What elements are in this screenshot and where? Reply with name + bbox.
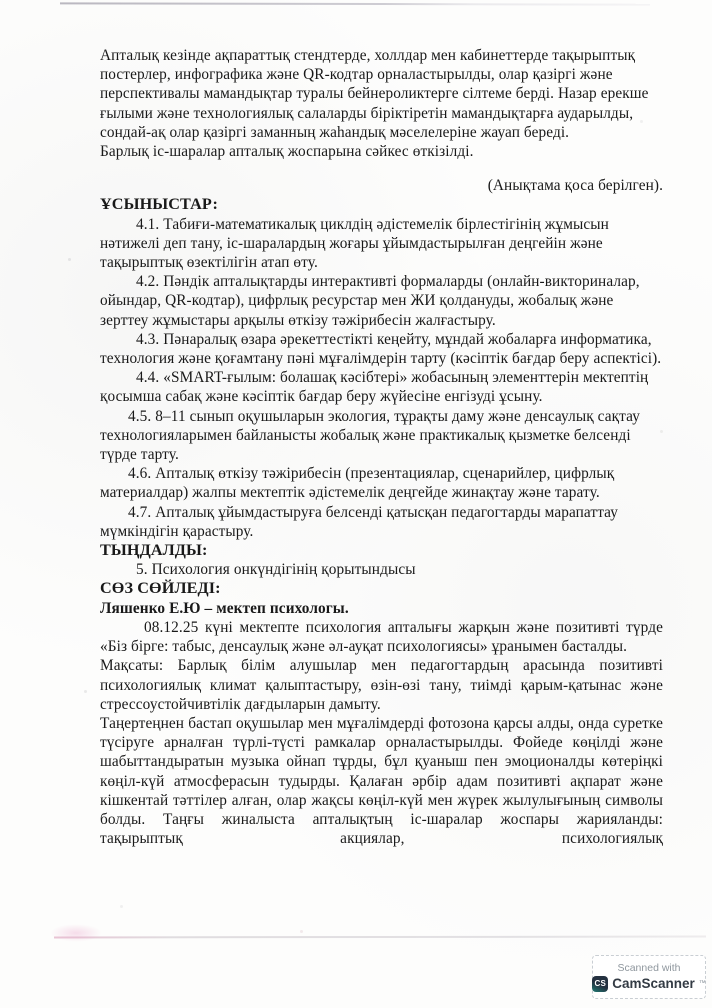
recommendation-item-4-1: 4.1. Табиғи-математикалық циклдің әдістемелік бірлестігінің жұмысын нәтижелі деп тану, іс-шаралардың жоғары ұйымдастырылған деңгейін және тақырыптық өзектілігін атап өту. [100, 215, 609, 272]
scan-speck [68, 258, 71, 261]
camscanner-label: CamScanner [612, 975, 695, 991]
speaker-name: Ляшенко Е.Ю – мектеп психологы. [100, 599, 349, 617]
recommendation-item-4-4: 4.4. «SMART-ғылым: болашақ кәсібтері» жобасының элементтерін мектептің қосымша сабақ және кәсіптік бағдар беру жүйесіне енгізуді ұсыну. [100, 369, 649, 406]
attachment-note: (Анықтама қоса берілген). [487, 177, 663, 195]
recommendation-item-4-7: 4.7. Апталық ұйымдастыруға белсенді қатысқан педагогтарды марапаттау мүмкіндігін қарастыру. [100, 503, 619, 540]
scan-speck [120, 905, 123, 908]
heard-item-5: 5. Психология онкүндігінің қорытындысы [136, 561, 416, 579]
paragraph-morning-events: Таңертеңнен бастап оқушылар мен мұғалімдерді фотозона қарсы алды, онда суретке түсіруге арналған түрлі-түсті рамкалар орналастырылды. Фойеде көңілді және шабыттандыратын музыка ойнап тұрды, бұл қуаныш пен эмоционалды көтеріңкі көңіл-күй атмосферасын тудырды. Қалаған әрбір адам позитивті ақпарат және кішкентай тәттілер алған, олар жақсы көңіл-күй мен жүрек жылулығының символы болды. Таңғы жиналыста апталықтың іс-шаралар жоспары жарияланды: тақырыптық акциялар, психологиялық [100, 714, 663, 848]
camscanner-brand-row [592, 975, 706, 992]
paragraph-psychology-week-opening: 08.12.25 күні мектепте психология апталығы жарқын және позитивті түрде «Біз бірге: табыс, денсаулық және әл-ауқат психологиясы» ұранымен басталды. [100, 618, 663, 656]
scan-bottom-edge-line [54, 936, 706, 939]
scan-top-edge-line [60, 2, 650, 5]
camscanner-badge [592, 955, 706, 999]
paragraph-goal: Мақсаты: Барлық білім алушылар мен педагогтардың арасында позитивті психологиялық климат қалыптастыру, өзін-өзі тану, тиімді қарым-қатынас және стрессоустойчивтілік дағдыларын дамыту. [100, 657, 663, 713]
speaker-heading: СӨЗ СӨЙЛЕДІ: [100, 579, 221, 598]
scanned-with-label: Scanned with [617, 962, 681, 974]
recommendation-item-4-3: 4.3. Пәнаралық өзара әрекеттестікті кеңейту, мұндай жобаларға информатика, технология және қоғамтану пәні мұғалімдерін тарту (кәсіптік бағдар беру аспектісі). [100, 330, 662, 368]
recommendation-item-4-5: 4.5. 8–11 сынып оқушыларын экология, тұрақты даму және денсаулық сақтау технологияларымен байланысты жобалық және практикалық қызметке белсенді түрде тарту. [100, 407, 640, 464]
trademark-symbol: ™ [698, 980, 706, 987]
document-text-block [100, 46, 663, 848]
camscanner-icon: CS [592, 976, 608, 992]
heard-heading: ТЫҢДАЛДЫ: [100, 541, 208, 560]
scan-speck [640, 120, 643, 123]
paragraph-weekly-info: Апталық кезінде ақпараттық стендтерде, холлдар мен кабинеттерде тақырыптық постерлер, инфографика және QR-кодтар орналастырылды, олар қазіргі және перспективалы мамандықтар туралы бейнероликтерге сілтеме берді. Назар ерекше ғылыми және технологиялық салаларды біріктіретін мамандықтарға аударылды, сондай-ақ олар қазіргі заманның жаһандық мәселелеріне жауап береді. [100, 47, 649, 141]
scan-speck [84, 690, 87, 693]
recommendation-item-4-2: 4.2. Пәндік апталықтарды интерактивті формаларды (онлайн-викториналар, ойындар, QR-кодтар), цифрлық ресурстар мен ЖИ қолдануды, жобалық және зерттеу жұмыстары арқылы өткізу тәжірибесін жалғастыру. [100, 273, 640, 329]
paragraph-plan-note: Барлық іс-шаралар апталық жоспарына сәйкес өткізілді. [100, 143, 474, 161]
recommendation-item-4-6: 4.6. Апталық өткізу тәжірибесін (презентациялар, сценарийлер, цифрлық материалдар) жалпы мектептік әдістемелік деңгейде жинақтау және тарату. [100, 465, 615, 502]
scan-speck [300, 930, 303, 933]
recommendations-heading: ҰСЫНЫСТАР: [100, 195, 219, 214]
scan-smudge [50, 924, 102, 942]
scan-speck [660, 430, 663, 433]
